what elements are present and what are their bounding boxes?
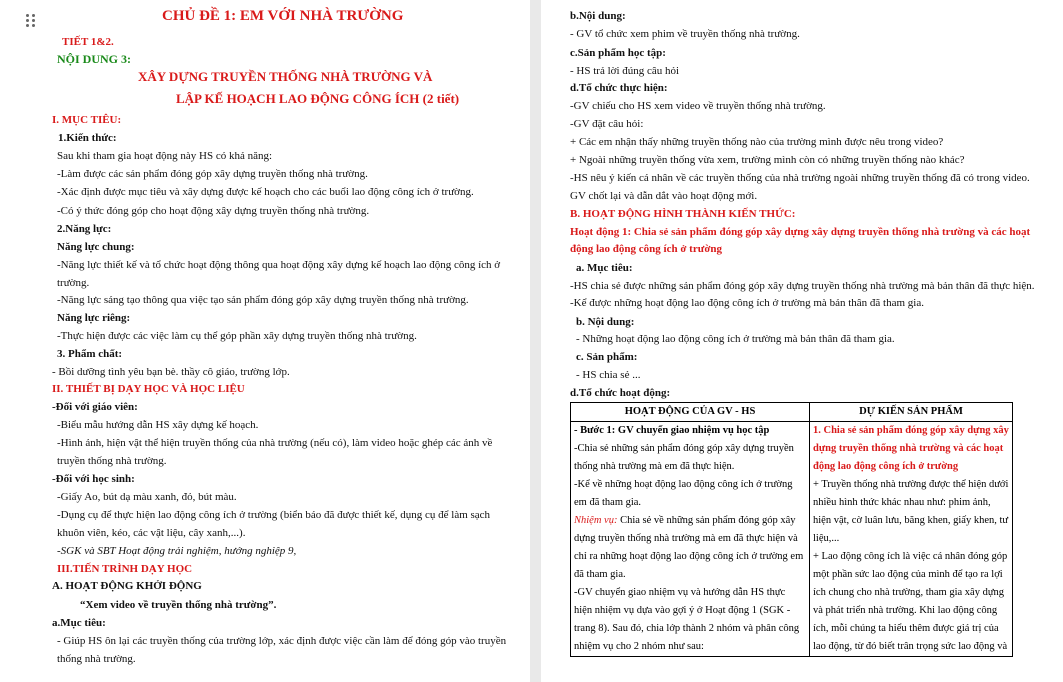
- cell-line: dựng truyền thống nhà trường và các hoạt: [813, 443, 1004, 454]
- text-line: -Giấy Ao, bút dạ màu xanh, đỏ, bút màu.: [57, 491, 237, 503]
- cell-line: -Chia sẻ những sản phẩm đóng góp xây dựng truyền: [574, 443, 794, 454]
- cell-line: một phần sức lao động của mình để tạo ra lợi: [813, 569, 1003, 580]
- text-line: -Có ý thức đóng góp cho hoạt động xây dựng truyền thống nhà trường.: [57, 205, 370, 217]
- section-heading: II. THIẾT BỊ DẠY HỌC VÀ HỌC LIỆU: [52, 383, 245, 395]
- cell-line: + Truyền thống nhà trường được thể hiện dưới: [813, 479, 1009, 490]
- subheading: -Đối với học sinh:: [52, 473, 135, 485]
- subheading: d.Tổ chức hoạt động:: [570, 387, 671, 399]
- subheading: “Xem video về truyền thống nhà trường”.: [80, 599, 277, 611]
- cell-line: hiện nhiệm vụ dựa vào gợi ý ở Hoạt động 1 (SGK -: [574, 605, 791, 616]
- table-header-row: [571, 403, 1013, 422]
- activity-heading: động lao động công ích ở trường: [570, 243, 723, 255]
- text-line: -HS nêu ý kiến cá nhân về các truyền thống của nhà trường ngoài những truyền thống đã có trong video.: [570, 172, 1030, 184]
- text-line: -GV chiếu cho HS xem video về truyền thống nhà trường.: [570, 100, 826, 112]
- subheading: a. Mục tiêu:: [576, 262, 633, 274]
- cell-line: hiện vật, cờ luân lưu, băng khen, giấy khen, tư: [813, 515, 1009, 526]
- text-line: trường.: [57, 277, 90, 289]
- cell-line: thống nhà trường mà em đã thực hiện.: [574, 461, 735, 472]
- subheading: 1.Kiến thức:: [58, 132, 117, 144]
- subheading: a.Mục tiêu:: [52, 617, 106, 629]
- cell-line: lao động, từ đó biết trân trọng sức lao động và: [813, 641, 1008, 652]
- text-line: -Xác định được mục tiêu và xây dựng được kế hoạch cho các buổi lao động công ích ở trường.: [57, 186, 474, 198]
- text-line: -Kể được những hoạt động lao động công ích ở trường mà bản thân đã tham gia.: [570, 297, 924, 309]
- subtitle-line-2: LẬP KẾ HOẠCH LAO ĐỘNG CÔNG ÍCH (2 tiết): [176, 91, 460, 106]
- cell-line: chỉ ra những hoạt động lao động công ích ở trường em: [574, 551, 804, 562]
- subheading: c. Sản phẩm:: [576, 351, 638, 363]
- text-line: -HS chia sẻ được những sản phẩm đóng góp xây dựng truyền thống nhà trường mà bản thân đã thực hiện.: [570, 280, 1035, 292]
- text-line: Sau khi tham gia hoạt động này HS có khả năng:: [57, 150, 273, 162]
- subtitle-line-1: XÂY DỰNG TRUYỀN THỐNG NHÀ TRƯỜNG VÀ: [138, 69, 433, 84]
- text-line: -Hình ảnh, hiện vật thể hiện truyền thống của nhà trường (nếu có), làm video hoặc ghép các ảnh về: [57, 437, 493, 449]
- text-line: -Thực hiện được các việc làm cụ thể góp phần xây dựng truyền thống nhà trường.: [57, 330, 417, 342]
- cell-line: nhiều hình thức khác nhau như: phim ảnh,: [813, 497, 991, 508]
- text-line: -Biểu mẫu hướng dẫn HS xây dựng kế hoạch.: [57, 419, 259, 431]
- cell-line: trang 8). Sau đó, chia lớp thành 2 nhóm và phân công: [574, 623, 800, 634]
- text-line: -Năng lực sáng tạo thông qua việc tạo sản phẩm đóng góp xây dựng truyền thống nhà trường.: [57, 294, 469, 306]
- text-line: -Dụng cụ để thực hiện lao động công ích ở trường (biển báo đã được thiết kế, dụng cụ để làm sạch: [57, 509, 491, 521]
- cell-line: -Kể về những hoạt động lao động công ích ở trường: [574, 479, 793, 490]
- activity-heading: Hoạt động 1: Chia sẻ sản phẩm đóng góp xây dựng xây dựng truyền thống nhà trường và các hoạt: [570, 226, 1031, 238]
- content-number: NỘI DUNG 3:: [57, 52, 131, 66]
- text-line: - Giúp HS ôn lại các truyền thống của trường lớp, xác định được việc cần làm để đóng góp vào truyền: [57, 635, 507, 647]
- cell-line: ích chung cho nhà trường, tham gia xây dựng: [813, 587, 1005, 598]
- subheading: b. Nội dung:: [576, 316, 635, 328]
- subheading: A. HOẠT ĐỘNG KHỞI ĐỘNG: [52, 580, 202, 592]
- cell-line: đã tham gia.: [574, 569, 626, 580]
- section-heading: III.TIẾN TRÌNH DẠY HỌC: [57, 563, 193, 575]
- text-line: - Những hoạt động lao động công ích ở trường mà bản thân đã tham gia.: [576, 333, 895, 345]
- page-title: CHỦ ĐỀ 1: EM VỚI NHÀ TRƯỜNG: [162, 8, 404, 24]
- text-line: + Các em nhận thấy những truyền thống nào của trường mình được nêu trong video?: [570, 136, 944, 148]
- cell-line: nhiệm vụ cho 2 nhóm như sau:: [574, 641, 704, 652]
- text-line: - GV tổ chức xem phim về truyền thống nhà trường.: [570, 28, 800, 40]
- table-cell-activities: [571, 422, 810, 657]
- cell-line: động lao động công ích ở trường: [813, 461, 959, 472]
- text-line: -GV đặt câu hỏi:: [570, 118, 644, 130]
- table-row: [571, 422, 1013, 657]
- section-heading: I. MỤC TIÊU:: [52, 114, 122, 126]
- text-line: -Năng lực thiết kế và tổ chức hoạt động thông qua hoạt động xây dựng kế hoạch lao động công ích ở: [57, 259, 501, 271]
- activity-table: [570, 402, 1013, 657]
- text-line: - HS chia sẻ ...: [576, 369, 641, 381]
- text-line: -Làm được các sản phẩm đóng góp xây dựng truyền thống nhà trường.: [57, 168, 368, 180]
- text-line: - Bồi dưỡng tình yêu bạn bè. thầy cô giáo, trường lớp.: [52, 366, 290, 378]
- cell-line: + Lao động công ích là việc cá nhân đóng góp: [813, 551, 1008, 562]
- text-line: khuôn viên, kéo, các vật liệu, cây xanh,...).: [57, 527, 246, 539]
- cell-line: 1. Chia sẻ sản phẩm đóng góp xây dựng xây: [813, 425, 1009, 436]
- lesson-label: TIẾT 1&2.: [62, 36, 114, 48]
- cell-line: liệu,...: [813, 533, 840, 544]
- text-line: thống nhà trường.: [57, 653, 136, 665]
- subheading: Năng lực riêng:: [57, 312, 131, 324]
- document-page-1: [0, 0, 530, 682]
- cell-line: ích, mỗi chúng ta hiểu thêm được giá trị của: [813, 623, 999, 634]
- task-text: Chia sẻ về những sản phẩm đóng góp xây: [617, 515, 796, 526]
- table-header: DỰ KIẾN SẢN PHẨM: [810, 403, 1013, 422]
- subheading: 3. Phẩm chất:: [57, 348, 123, 360]
- cell-line: và phát triển nhà trường. Khi lao động công: [813, 605, 998, 616]
- cell-line: dựng truyền thống nhà trường mà em đã thực hiện và: [574, 533, 798, 544]
- section-heading: B. HOẠT ĐỘNG HÌNH THÀNH KIẾN THỨC:: [570, 208, 796, 220]
- subheading: c.Sản phẩm học tập:: [570, 47, 666, 59]
- document-page-2: [541, 0, 1063, 682]
- table-header: HOẠT ĐỘNG CỦA GV - HS: [571, 403, 810, 422]
- subheading: b.Nội dung:: [570, 10, 626, 22]
- task-label: Nhiệm vụ:: [574, 515, 618, 526]
- cell-line: -GV chuyển giao nhiệm vụ và hướng dẫn HS thực: [574, 587, 786, 598]
- cell-line: - Bước 1: GV chuyển giao nhiệm vụ học tập: [574, 425, 770, 436]
- text-line: + Ngoài những truyền thống vừa xem, trường mình còn có những truyền thống nào khác?: [570, 154, 965, 166]
- table-cell-products: [810, 422, 1013, 657]
- text-line: - HS trả lời đúng câu hỏi: [570, 65, 680, 77]
- cell-line: em đã tham gia.: [574, 497, 642, 508]
- subheading: -Đối với giáo viên:: [52, 401, 138, 413]
- text-line: GV chốt lại và dẫn dắt vào hoạt động mới.: [570, 190, 758, 202]
- cell-line: [574, 512, 806, 530]
- subheading: 2.Năng lực:: [57, 223, 112, 235]
- subheading: d.Tổ chức thực hiện:: [570, 82, 668, 94]
- text-line: truyền thống nhà trường.: [57, 455, 167, 467]
- drag-handle-icon[interactable]: [26, 14, 38, 30]
- text-line: -SGK và SBT Hoạt động trải nghiệm, hướng nghiệp 9,: [57, 545, 297, 557]
- subheading: Năng lực chung:: [57, 241, 135, 253]
